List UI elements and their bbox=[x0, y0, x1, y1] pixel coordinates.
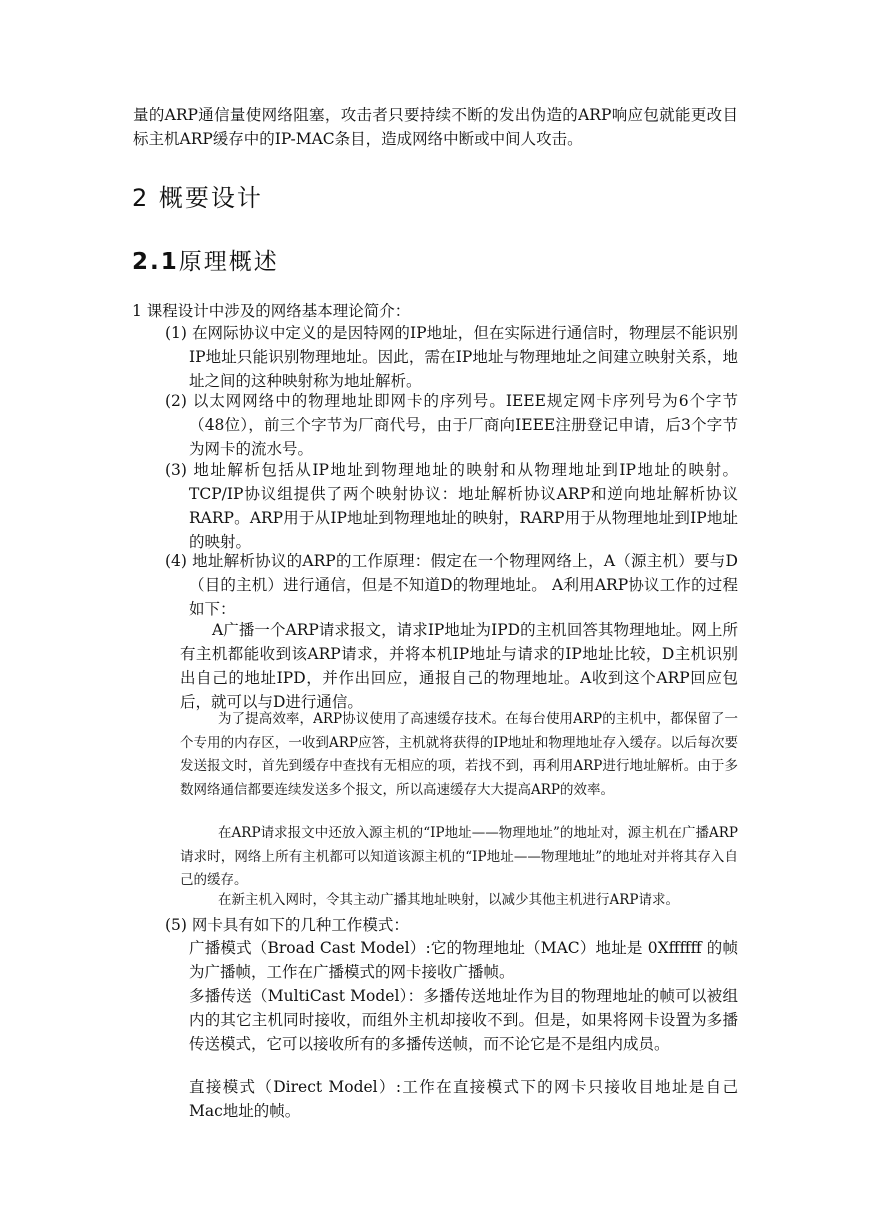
subsection-title: 原理概述 bbox=[178, 249, 279, 275]
cache-paragraph-1: 为了提高效率，ARP协议使用了高速缓存技术。在每台使用ARP的主机中，都保留了一个专用的内存区，一收到ARP应答，主机就将获得的IP地址和物理地址存入缓存。以后每次要发送报文时，首先到缓存中查找有无相应的项，若找不到，再利用ARP进行地址解析。由于多数网络通信都要连续发送多个报文，所以高速缓存大大提高ARP的效率。 bbox=[180, 711, 738, 798]
list-intro: 1 课程设计中涉及的网络基本理论简介： bbox=[132, 302, 411, 320]
list-item-5: (5) 网卡具有如下的几种工作模式： bbox=[165, 916, 409, 934]
list-item-1: (1) 在网际协议中定义的是因特网的IP地址，但在实际进行通信时，物理层不能识别IP地址只能识别物理地址。因此，需在IP地址与物理地址之间建立映射关系，地址之间的这种映射称为地址解析。 bbox=[165, 324, 738, 390]
list-item-3: (3) 地址解析包括从IP地址到物理地址的映射和从物理地址到IP地址的映射。TCP/IP协议组提供了两个映射协议：地址解析协议ARP和逆向地址解析协议RARP。ARP用于从IP地址到物理地址的映射，RARP用于从物理地址到IP地址的映射。 bbox=[165, 461, 738, 551]
list-item-2: (2) 以太网网络中的物理地址即网卡的序列号。IEEE规定网卡序列号为6个字节（48位），前三个字节为厂商代号，由于厂商向IEEE注册登记申请，后3个字节为网卡的流水号。 bbox=[165, 392, 738, 458]
mode-broadcast: 广播模式（Broad Cast Model）:它的物理地址（MAC）地址是 0Xffffff 的帧为广播帧，工作在广播模式的网卡接收广播帧。 bbox=[189, 939, 738, 981]
subsection-number: 2.1 bbox=[132, 249, 179, 275]
cache-paragraph-2: 在ARP请求报文中还放入源主机的“IP地址——物理地址”的地址对，源主机在广播ARP请求时，网络上所有主机都可以知道该源主机的“IP地址——物理地址”的地址对并将其存入自己的缓存。 bbox=[180, 825, 738, 888]
cache-paragraph-3: 在新主机入网时，令其主动广播其地址映射，以减少其他主机进行ARP请求。 bbox=[218, 892, 679, 908]
section-heading-2: 2 概要设计 bbox=[132, 184, 263, 212]
list-item-4: (4) 地址解析协议的ARP的工作原理：假定在一个物理网络上，A（源主机）要与D（目的主机）进行通信，但是不知道D的物理地址。 A利用ARP协议工作的过程如下： bbox=[165, 552, 738, 618]
arp-process-paragraph: A广播一个ARP请求报文，请求IP地址为IPD的主机回答其物理地址。网上所有主机都能收到该ARP请求，并将本机IP地址与请求的IP地址比较，D主机识别出自己的地址IPD，并作出回应，通报自己的物理地址。A收到这个ARP回应包后，就可以与D进行通信。 bbox=[180, 621, 738, 711]
subsection-heading-2-1 bbox=[132, 243, 279, 276]
mode-multicast: 多播传送（MultiCast Model）：多播传送地址作为目的物理地址的帧可以被组内的其它主机同时接收，而组外主机却接收不到。但是，如果将网卡设置为多播传送模式，它可以接收所有的多播传送帧，而不论它是不是组内成员。 bbox=[189, 987, 738, 1053]
mode-direct: 直接模式（Direct Model）:工作在直接模式下的网卡只接收目地址是自己 Mac地址的帧。 bbox=[189, 1078, 738, 1120]
intro-paragraph: 量的ARP通信量使网络阻塞，攻击者只要持续不断的发出伪造的ARP响应包就能更改目标主机ARP缓存中的IP-MAC条目，造成网络中断或中间人攻击。 bbox=[133, 106, 738, 148]
